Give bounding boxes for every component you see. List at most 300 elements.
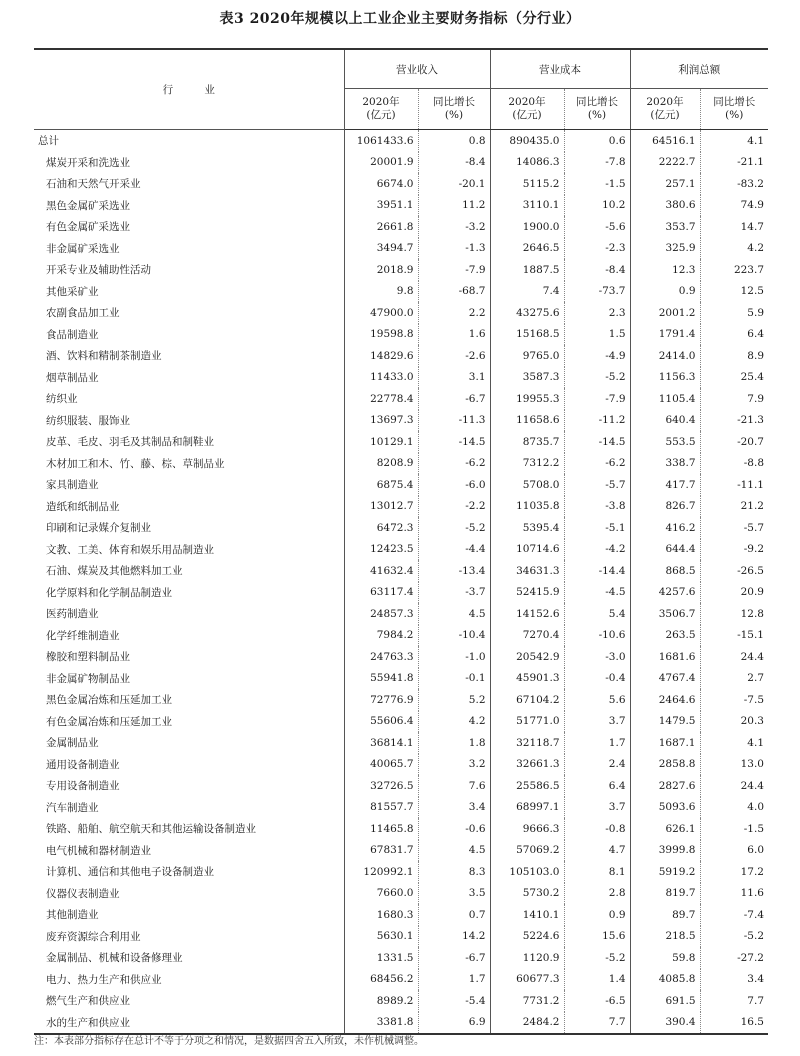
revenue-growth-cell: 6.9: [418, 1012, 490, 1035]
cost-growth-cell: 1.4: [564, 969, 630, 991]
revenue-growth-cell: 8.3: [418, 861, 490, 883]
profit-growth-cell: 24.4: [700, 775, 768, 797]
profit-growth-cell: 25.4: [700, 367, 768, 389]
profit-growth-cell: 8.9: [700, 345, 768, 367]
cost-value-header: 2020年 (亿元): [490, 89, 564, 130]
revenue-growth-cell: 3.1: [418, 367, 490, 389]
revenue-growth-cell: -6.2: [418, 453, 490, 475]
cost-growth-cell: -10.6: [564, 625, 630, 647]
profit-value-cell: 1479.5: [630, 711, 700, 733]
table-row: [34, 345, 768, 367]
revenue-value-cell: 3951.1: [344, 195, 418, 217]
industry-name: 汽车制造业: [46, 801, 99, 814]
cost-value-cell: 1900.0: [490, 216, 564, 238]
cost-value-cell: 67104.2: [490, 689, 564, 711]
cost-growth-cell: -1.5: [564, 173, 630, 195]
profit-value-cell: 417.7: [630, 474, 700, 496]
table-row: [34, 1012, 768, 1035]
industry-name: 金属制品业: [46, 737, 99, 750]
revenue-growth-cell: 3.2: [418, 754, 490, 776]
cost-growth-cell: 15.6: [564, 926, 630, 948]
table-row: [34, 152, 768, 174]
revenue-growth-cell: -0.6: [418, 818, 490, 840]
industry-name: 总计: [38, 135, 59, 148]
revenue-growth-cell: 5.2: [418, 689, 490, 711]
cost-growth-cell: -5.1: [564, 517, 630, 539]
industry-name: 石油和天然气开采业: [46, 178, 141, 191]
revenue-growth-cell: -20.1: [418, 173, 490, 195]
cost-value-cell: 52415.9: [490, 582, 564, 604]
table-row: [34, 775, 768, 797]
table-row: [34, 388, 768, 410]
cost-value-cell: 68997.1: [490, 797, 564, 819]
profit-value-cell: 89.7: [630, 904, 700, 926]
revenue-growth-cell: 0.8: [418, 130, 490, 152]
cost-value-cell: 43275.6: [490, 302, 564, 324]
profit-growth-cell: -21.3: [700, 410, 768, 432]
table-row: [34, 926, 768, 948]
cost-value-cell: 9765.0: [490, 345, 564, 367]
profit-growth-cell: -7.5: [700, 689, 768, 711]
revenue-value-cell: 8208.9: [344, 453, 418, 475]
industry-name: 烟草制品业: [46, 371, 99, 384]
industry-name: 水的生产和供应业: [34, 1012, 344, 1035]
cost-growth-cell: -0.8: [564, 818, 630, 840]
revenue-value-cell: 1680.3: [344, 904, 418, 926]
profit-growth-cell: 7.9: [700, 388, 768, 410]
revenue-value-cell: 6674.0: [344, 173, 418, 195]
table-title: 表3 2020年规模以上工业企业主要财务指标（分行业）: [219, 11, 581, 27]
revenue-value-cell: 7984.2: [344, 625, 418, 647]
industry-name: 电力、热力生产和供应业: [46, 973, 162, 986]
profit-value-cell: 2001.2: [630, 302, 700, 324]
cost-growth-cell: 3.7: [564, 797, 630, 819]
profit-growth-cell: -26.5: [700, 560, 768, 582]
table-row: [34, 711, 768, 733]
profit-growth-cell: 20.9: [700, 582, 768, 604]
table-row: [34, 195, 768, 217]
profit-growth-cell: 6.0: [700, 840, 768, 862]
cost-growth-cell: -5.7: [564, 474, 630, 496]
revenue-value-cell: 22778.4: [344, 388, 418, 410]
table-body: [34, 130, 768, 1035]
profit-value-cell: 2222.7: [630, 152, 700, 174]
table-row: [34, 840, 768, 862]
revenue-value-cell: 67831.7: [344, 840, 418, 862]
revenue-growth-cell: 4.2: [418, 711, 490, 733]
cost-growth-cell: -4.5: [564, 582, 630, 604]
profit-value-cell: 553.5: [630, 431, 700, 453]
cost-value-cell: 105103.0: [490, 861, 564, 883]
profit-value-cell: 0.9: [630, 281, 700, 303]
profit-value-cell: 12.3: [630, 259, 700, 281]
profit-growth-cell: -83.2: [700, 173, 768, 195]
cost-growth-cell: 1.7: [564, 732, 630, 754]
cost-value-cell: 60677.3: [490, 969, 564, 991]
cost-value-cell: 1410.1: [490, 904, 564, 926]
industry-name: 医药制造业: [46, 608, 99, 621]
industry-name: 废弃资源综合利用业: [46, 930, 141, 943]
industry-name: 煤炭开采和洗选业: [46, 156, 130, 169]
cost-value-cell: 34631.3: [490, 560, 564, 582]
cost-growth-cell: 0.6: [564, 130, 630, 152]
profit-value-cell: 325.9: [630, 238, 700, 260]
profit-growth-cell: -7.4: [700, 904, 768, 926]
profit-value-cell: 4257.6: [630, 582, 700, 604]
profit-value-cell: 2827.6: [630, 775, 700, 797]
cost-growth-cell: -3.8: [564, 496, 630, 518]
cost-value-cell: 45901.3: [490, 668, 564, 690]
profit-growth-cell: 21.2: [700, 496, 768, 518]
cost-growth-cell: 7.7: [564, 1012, 630, 1035]
revenue-growth-cell: -0.1: [418, 668, 490, 690]
revenue-value-cell: 3494.7: [344, 238, 418, 260]
cost-value-cell: 7270.4: [490, 625, 564, 647]
table-row: [34, 582, 768, 604]
profit-value-cell: 1681.6: [630, 646, 700, 668]
industry-name: 家具制造业: [46, 479, 99, 492]
cost-growth-cell: -14.4: [564, 560, 630, 582]
revenue-growth-cell: -68.7: [418, 281, 490, 303]
revenue-growth-cell: -8.4: [418, 152, 490, 174]
industry-name: 纺织服装、服饰业: [46, 414, 130, 427]
profit-growth-cell: 20.3: [700, 711, 768, 733]
profit-value-cell: 3999.8: [630, 840, 700, 862]
revenue-value-cell: 63117.4: [344, 582, 418, 604]
profit-value-cell: 59.8: [630, 947, 700, 969]
profit-growth-cell: 5.9: [700, 302, 768, 324]
industry-name: 皮革、毛皮、羽毛及其制品和制鞋业: [46, 436, 214, 449]
revenue-growth-cell: -1.0: [418, 646, 490, 668]
profit-value-cell: 416.2: [630, 517, 700, 539]
table-row: [34, 625, 768, 647]
revenue-growth-cell: -3.7: [418, 582, 490, 604]
profit-value-cell: 380.6: [630, 195, 700, 217]
profit-growth-cell: 12.5: [700, 281, 768, 303]
cost-growth-cell: 1.5: [564, 324, 630, 346]
table-row: [34, 646, 768, 668]
industry-name: 有色金属冶炼和压延加工业: [46, 715, 172, 728]
table-row: [34, 668, 768, 690]
revenue-value-cell: 32726.5: [344, 775, 418, 797]
cost-growth-cell: -6.5: [564, 990, 630, 1012]
profit-value-cell: 353.7: [630, 216, 700, 238]
cost-value-cell: 3110.1: [490, 195, 564, 217]
revenue-value-cell: 68456.2: [344, 969, 418, 991]
revenue-value-cell: 24763.3: [344, 646, 418, 668]
revenue-growth-cell: -7.9: [418, 259, 490, 281]
revenue-value-cell: 9.8: [344, 281, 418, 303]
industry-name: 金属制品、机械和设备修理业: [46, 952, 183, 965]
cost-value-cell: 14152.6: [490, 603, 564, 625]
revenue-growth-cell: 0.7: [418, 904, 490, 926]
cost-value-cell: 15168.5: [490, 324, 564, 346]
revenue-value-header: 2020年 (亿元): [344, 89, 418, 130]
revenue-growth-cell: -5.2: [418, 517, 490, 539]
industry-name: 橡胶和塑料制品业: [46, 651, 130, 664]
profit-value-cell: 257.1: [630, 173, 700, 195]
revenue-value-cell: 55941.8: [344, 668, 418, 690]
table-row: [34, 947, 768, 969]
revenue-value-cell: 20001.9: [344, 152, 418, 174]
revenue-growth-cell: 2.2: [418, 302, 490, 324]
cost-growth-header: 同比增长 (%): [564, 89, 630, 130]
cost-value-cell: 32661.3: [490, 754, 564, 776]
revenue-value-cell: 12423.5: [344, 539, 418, 561]
cost-growth-cell: 10.2: [564, 195, 630, 217]
profit-growth-cell: -11.1: [700, 474, 768, 496]
industry-name: 木材加工和木、竹、藤、棕、草制品业: [46, 457, 225, 470]
revenue-value-cell: 72776.9: [344, 689, 418, 711]
profit-value-cell: 640.4: [630, 410, 700, 432]
revenue-growth-cell: 4.5: [418, 603, 490, 625]
industry-name: 石油、煤炭及其他燃料加工业: [46, 565, 183, 578]
cost-growth-cell: -0.4: [564, 668, 630, 690]
table-row: [34, 883, 768, 905]
profit-growth-cell: 2.7: [700, 668, 768, 690]
revenue-value-cell: 47900.0: [344, 302, 418, 324]
profit-value-cell: 819.7: [630, 883, 700, 905]
revenue-value-cell: 7660.0: [344, 883, 418, 905]
profit-growth-cell: 4.1: [700, 732, 768, 754]
industry-name: 农副食品加工业: [46, 307, 120, 320]
table-row: [34, 474, 768, 496]
industry-name: 酒、饮料和精制茶制造业: [46, 350, 162, 363]
table-row: [34, 797, 768, 819]
revenue-growth-cell: -11.3: [418, 410, 490, 432]
cost-growth-cell: 2.8: [564, 883, 630, 905]
revenue-value-cell: 14829.6: [344, 345, 418, 367]
revenue-growth-cell: -4.4: [418, 539, 490, 561]
revenue-value-cell: 36814.1: [344, 732, 418, 754]
profit-value-cell: 64516.1: [630, 130, 700, 152]
table-row: [34, 754, 768, 776]
revenue-growth-cell: 14.2: [418, 926, 490, 948]
cost-value-cell: 7312.2: [490, 453, 564, 475]
profit-growth-cell: -20.7: [700, 431, 768, 453]
table-row: [34, 861, 768, 883]
cost-value-cell: 5708.0: [490, 474, 564, 496]
table-row: [34, 216, 768, 238]
profit-growth-cell: 17.2: [700, 861, 768, 883]
revenue-growth-cell: 1.6: [418, 324, 490, 346]
industry-name: 化学原料和化学制品制造业: [46, 586, 172, 599]
profit-value-cell: 868.5: [630, 560, 700, 582]
cost-value-cell: 9666.3: [490, 818, 564, 840]
revenue-value-cell: 81557.7: [344, 797, 418, 819]
profit-value-cell: 1105.4: [630, 388, 700, 410]
revenue-growth-cell: -6.0: [418, 474, 490, 496]
profit-value-cell: 5093.6: [630, 797, 700, 819]
cost-growth-cell: -4.9: [564, 345, 630, 367]
revenue-growth-cell: -1.3: [418, 238, 490, 260]
table-row: [34, 238, 768, 260]
profit-value-cell: 4085.8: [630, 969, 700, 991]
cost-value-cell: 25586.5: [490, 775, 564, 797]
table-row: [34, 259, 768, 281]
cost-growth-cell: -11.2: [564, 410, 630, 432]
revenue-value-cell: 13697.3: [344, 410, 418, 432]
industry-name: 非金属矿物制品业: [46, 672, 130, 685]
table-row: [34, 904, 768, 926]
cost-value-cell: 51771.0: [490, 711, 564, 733]
industry-name: 黑色金属冶炼和压延加工业: [46, 694, 172, 707]
cost-growth-cell: 0.9: [564, 904, 630, 926]
revenue-growth-cell: -6.7: [418, 947, 490, 969]
cost-value-cell: 8735.7: [490, 431, 564, 453]
cost-growth-cell: 3.7: [564, 711, 630, 733]
revenue-growth-cell: -6.7: [418, 388, 490, 410]
revenue-value-cell: 19598.8: [344, 324, 418, 346]
cost-growth-cell: -5.6: [564, 216, 630, 238]
profit-growth-cell: 16.5: [700, 1012, 768, 1035]
cost-value-cell: 11035.8: [490, 496, 564, 518]
revenue-growth-header: 同比增长 (%): [418, 89, 490, 130]
profit-growth-cell: 13.0: [700, 754, 768, 776]
revenue-value-cell: 3381.8: [344, 1012, 418, 1035]
table-row: [34, 603, 768, 625]
table-row: [34, 732, 768, 754]
table-row: [34, 969, 768, 991]
cost-value-cell: 57069.2: [490, 840, 564, 862]
cost-growth-cell: -3.0: [564, 646, 630, 668]
table-row: [34, 367, 768, 389]
industry-name: 铁路、船舶、航空航天和其他运输设备制造业: [46, 823, 256, 836]
profit-growth-cell: 14.7: [700, 216, 768, 238]
cost-value-cell: 20542.9: [490, 646, 564, 668]
cost-value-cell: 5395.4: [490, 517, 564, 539]
profit-growth-cell: 3.4: [700, 969, 768, 991]
profit-value-cell: 338.7: [630, 453, 700, 475]
cost-growth-cell: -5.2: [564, 947, 630, 969]
industry-name: 有色金属矿采选业: [46, 221, 130, 234]
cost-value-cell: 2484.2: [490, 1012, 564, 1035]
revenue-growth-cell: -14.5: [418, 431, 490, 453]
profit-value-cell: 2464.6: [630, 689, 700, 711]
profit-value-cell: 218.5: [630, 926, 700, 948]
cost-value-cell: 14086.3: [490, 152, 564, 174]
industry-name: 计算机、通信和其他电子设备制造业: [46, 866, 214, 879]
table-row: [34, 539, 768, 561]
profit-value-cell: 2858.8: [630, 754, 700, 776]
profit-growth-cell: 7.7: [700, 990, 768, 1012]
profit-growth-cell: -27.2: [700, 947, 768, 969]
cost-growth-cell: 6.4: [564, 775, 630, 797]
industry-name: 造纸和纸制品业: [46, 500, 120, 513]
table-row: [34, 560, 768, 582]
revenue-growth-cell: -2.6: [418, 345, 490, 367]
revenue-value-cell: 41632.4: [344, 560, 418, 582]
revenue-value-cell: 8989.2: [344, 990, 418, 1012]
profit-growth-cell: 223.7: [700, 259, 768, 281]
table-row: [34, 173, 768, 195]
cost-value-cell: 7731.2: [490, 990, 564, 1012]
industry-name: 文教、工美、体育和娱乐用品制造业: [46, 543, 214, 556]
cost-value-cell: 32118.7: [490, 732, 564, 754]
cost-value-cell: 5115.2: [490, 173, 564, 195]
table-row: [34, 818, 768, 840]
cost-growth-cell: -73.7: [564, 281, 630, 303]
industry-name: 印刷和记录媒介复制业: [46, 522, 151, 535]
table-row: [34, 302, 768, 324]
revenue-growth-cell: 1.8: [418, 732, 490, 754]
cost-growth-cell: -8.4: [564, 259, 630, 281]
industry-name: 电气机械和器材制造业: [46, 844, 151, 857]
profit-value-cell: 826.7: [630, 496, 700, 518]
table-row: [34, 453, 768, 475]
profit-value-cell: 3506.7: [630, 603, 700, 625]
cost-growth-cell: -14.5: [564, 431, 630, 453]
profit-value-cell: 4767.4: [630, 668, 700, 690]
cost-value-cell: 5224.6: [490, 926, 564, 948]
cost-growth-cell: 5.4: [564, 603, 630, 625]
cost-value-cell: 3587.3: [490, 367, 564, 389]
industry-name: 食品制造业: [46, 328, 99, 341]
profit-value-cell: 5919.2: [630, 861, 700, 883]
profit-value-header: 2020年 (亿元): [630, 89, 700, 130]
profit-value-cell: 263.5: [630, 625, 700, 647]
profit-header: 利润总额: [630, 49, 768, 89]
revenue-value-cell: 2018.9: [344, 259, 418, 281]
profit-growth-cell: 12.8: [700, 603, 768, 625]
profit-growth-cell: -15.1: [700, 625, 768, 647]
cost-value-cell: 1887.5: [490, 259, 564, 281]
profit-value-cell: 1687.1: [630, 732, 700, 754]
profit-growth-cell: -8.8: [700, 453, 768, 475]
table-row: [34, 281, 768, 303]
table-row: [34, 496, 768, 518]
profit-growth-cell: -5.7: [700, 517, 768, 539]
revenue-value-cell: 2661.8: [344, 216, 418, 238]
profit-growth-cell: 11.6: [700, 883, 768, 905]
cost-growth-cell: -7.8: [564, 152, 630, 174]
total-row: [34, 130, 768, 152]
revenue-growth-cell: 11.2: [418, 195, 490, 217]
table-row: [34, 990, 768, 1012]
cost-growth-cell: 2.3: [564, 302, 630, 324]
industry-name: 化学纤维制造业: [46, 629, 120, 642]
cost-growth-cell: 4.7: [564, 840, 630, 862]
revenue-value-cell: 13012.7: [344, 496, 418, 518]
profit-growth-cell: 4.2: [700, 238, 768, 260]
cost-value-cell: 1120.9: [490, 947, 564, 969]
revenue-growth-cell: 7.6: [418, 775, 490, 797]
revenue-value-cell: 55606.4: [344, 711, 418, 733]
revenue-value-cell: 6472.3: [344, 517, 418, 539]
revenue-growth-cell: 1.7: [418, 969, 490, 991]
table-row: [34, 431, 768, 453]
revenue-value-cell: 5630.1: [344, 926, 418, 948]
profit-growth-cell: 24.4: [700, 646, 768, 668]
cost-growth-cell: -4.2: [564, 539, 630, 561]
revenue-growth-cell: -5.4: [418, 990, 490, 1012]
profit-growth-cell: 4.1: [700, 130, 768, 152]
industry-name: 纺织业: [46, 393, 78, 406]
cost-growth-cell: -7.9: [564, 388, 630, 410]
cost-value-cell: 890435.0: [490, 130, 564, 152]
industry-name: 开采专业及辅助性活动: [46, 264, 151, 277]
revenue-growth-cell: -3.2: [418, 216, 490, 238]
profit-growth-header: 同比增长 (%): [700, 89, 768, 130]
table-row: [34, 410, 768, 432]
industry-name: 其他制造业: [46, 909, 99, 922]
revenue-value-cell: 1331.5: [344, 947, 418, 969]
industry-header: 行 业: [34, 49, 344, 130]
profit-growth-cell: -1.5: [700, 818, 768, 840]
profit-value-cell: 390.4: [630, 1012, 700, 1035]
profit-value-cell: 1791.4: [630, 324, 700, 346]
industry-name: 非金属矿采选业: [46, 242, 120, 255]
